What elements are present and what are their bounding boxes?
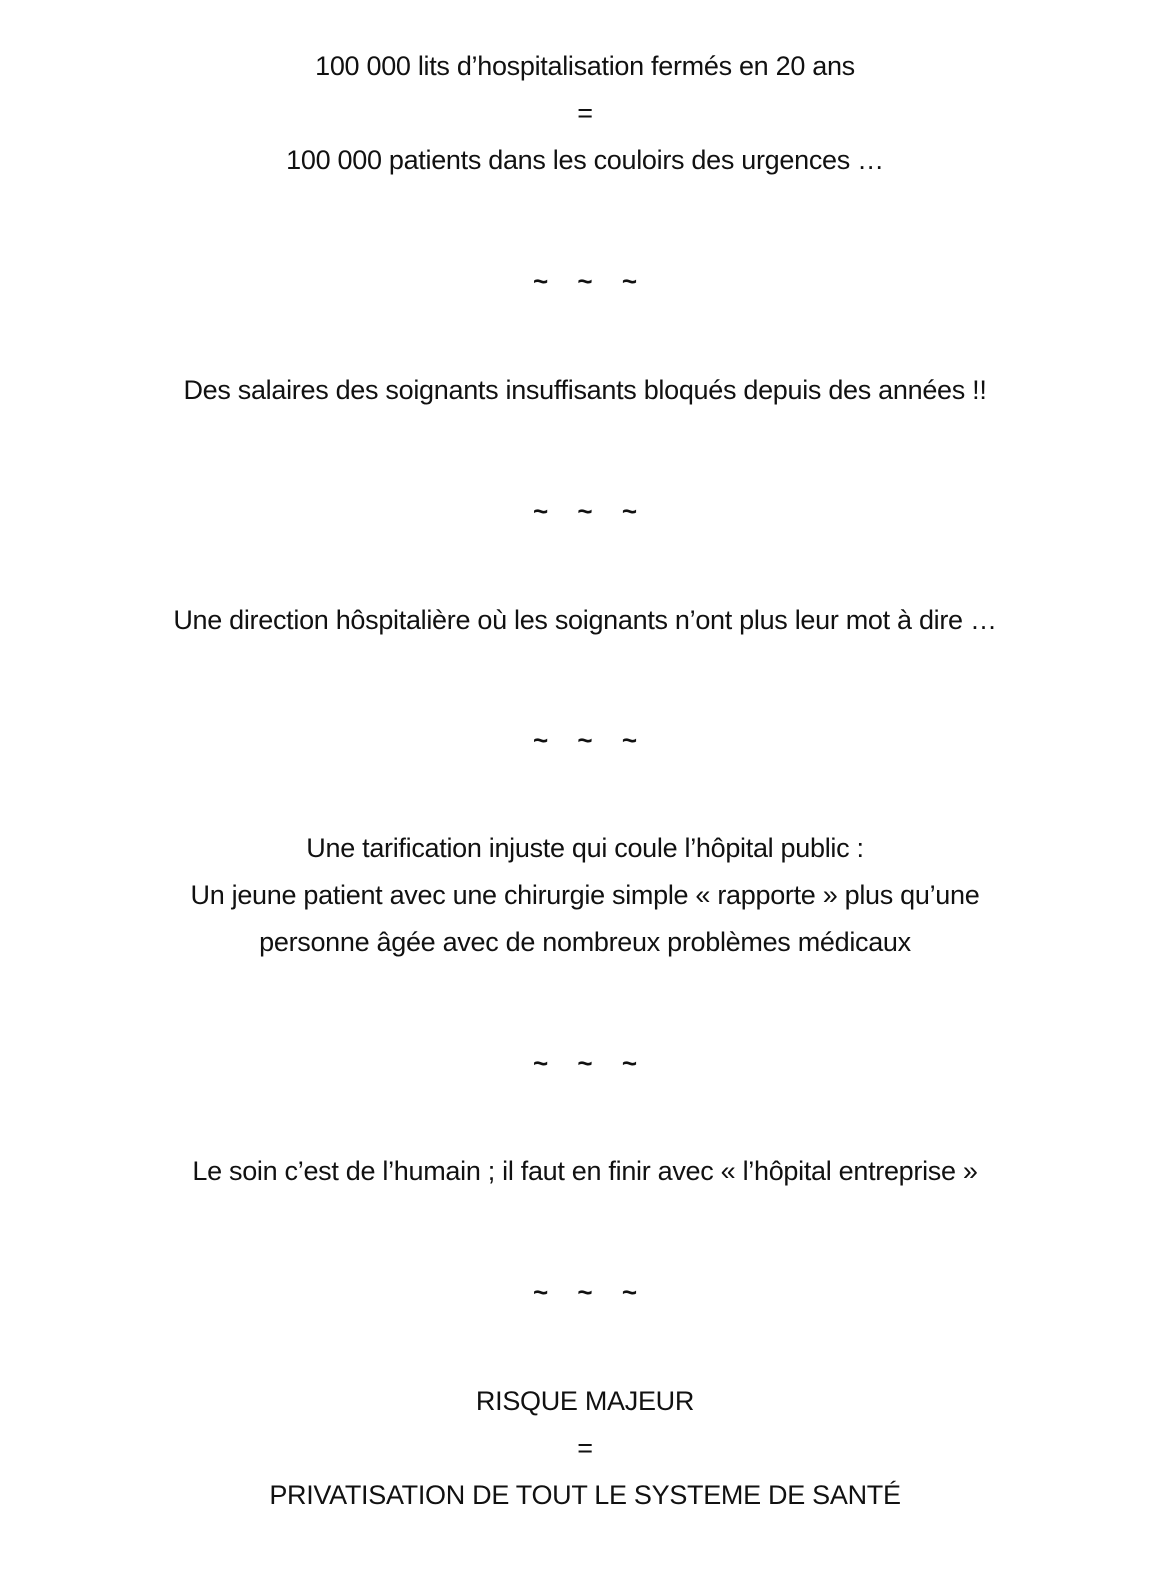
direction-line: Une direction hôspitalière où les soignants n’ont plus leur mot à dire … (173, 605, 997, 635)
privatisation-line: PRIVATISATION DE TOUT LE SYSTEME DE SANTÉ (269, 1480, 901, 1510)
tilde-separator: ~ ~ ~ (533, 1277, 637, 1307)
equals-sign: = (577, 1433, 593, 1463)
tilde-separator: ~ ~ ~ (533, 1048, 637, 1078)
major-risk-line: RISQUE MAJEUR (475, 1386, 695, 1416)
care-is-human-line: Le soin c’est de l’humain ; il faut en finir avec « l’hôpital entreprise » (192, 1156, 978, 1186)
elderly-patient-line: personne âgée avec de nombreux problèmes médicaux (259, 927, 911, 957)
equals-sign: = (577, 98, 593, 128)
young-patient-line: Un jeune patient avec une chirurgie simple « rapporte » plus qu’une (190, 880, 980, 910)
tilde-separator: ~ ~ ~ (533, 266, 637, 296)
tarification-line: Une tarification injuste qui coule l’hôpital public : (306, 833, 864, 863)
tilde-separator: ~ ~ ~ (533, 496, 637, 526)
beds-closed-line: 100 000 lits d’hospitalisation fermés en 20 ans (315, 51, 855, 81)
salaries-line: Des salaires des soignants insuffisants bloqués depuis des années !! (183, 375, 987, 405)
patients-corridors-line: 100 000 patients dans les couloirs des urgences … (286, 145, 884, 175)
tilde-separator: ~ ~ ~ (533, 725, 637, 755)
